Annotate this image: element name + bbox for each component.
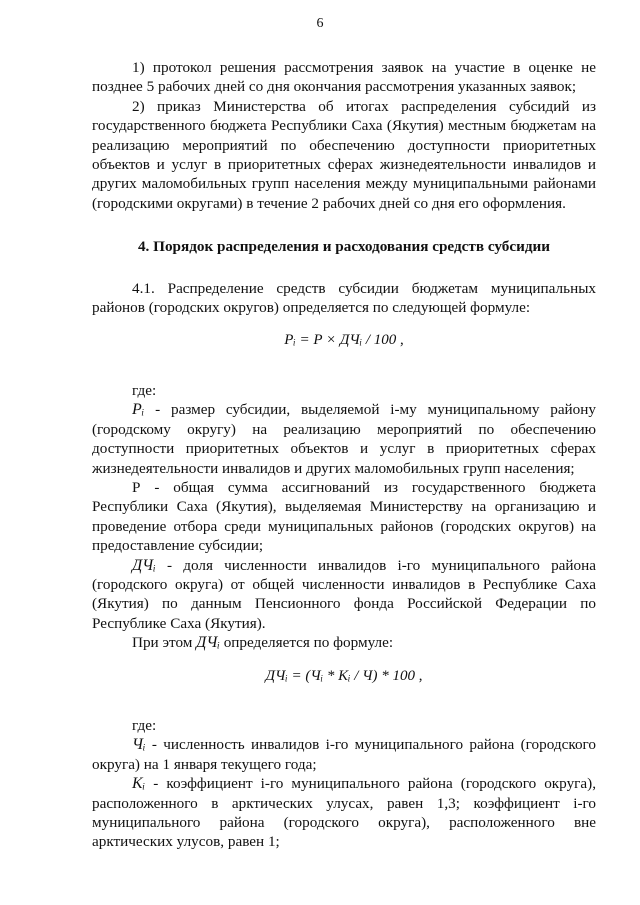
page-number: 6 bbox=[316, 16, 324, 31]
definition-pi-text: - размер субсидии, выделяемой i-му муниципальному району (городскому округу) на реализацию мероприятий по обеспечению доступности приоритетных объектов и услуг в приоритетных сферах жизнедеятельности инвалидов и других маломобильных групп населения; bbox=[92, 401, 596, 477]
pri-etom-before: При этом bbox=[132, 634, 197, 652]
pri-etom-after: определяется по формуле: bbox=[219, 634, 394, 652]
document-body bbox=[92, 58, 596, 852]
definition-chi-text: - численность инвалидов i-го муниципального района (городского округа) на 1 января текущего года; bbox=[92, 736, 596, 773]
symbol-pi: Pᵢ bbox=[132, 401, 145, 419]
formula-share-tail: , bbox=[418, 667, 423, 684]
symbol-ki: Kᵢ bbox=[132, 775, 146, 793]
section-title: 4. Порядок распределения и расходования средств субсидии bbox=[137, 238, 551, 256]
symbol-chi: Чᵢ bbox=[132, 736, 146, 754]
where-label-1: где: bbox=[132, 381, 157, 399]
section-intro: 4.1. Распределение средств субсидии бюджетам муниципальных районов (городских округов) определяется по следующей формуле: bbox=[92, 279, 596, 317]
formula-share-expression: ДЧᵢ = (Чᵢ * Kᵢ / Ч) * 100 bbox=[265, 667, 415, 684]
formula-subsidy bbox=[92, 331, 596, 350]
list-item-1: 1) протокол решения рассмотрения заявок на участие в оценке не позднее 5 рабочих дней со дня окончания рассмотрения указанных заявок; bbox=[92, 59, 596, 96]
definition-ki-text: - коэффициент i-го муниципального района (городского округа), расположенного в арктических улусах, равен 1,3; коэффициент i-го муниципального района (городского округа), расположенного вне арктических улусов, равен 1; bbox=[92, 775, 596, 851]
definition-dchi bbox=[92, 556, 596, 634]
symbol-dchi: ДЧᵢ bbox=[132, 556, 156, 574]
definition-pi bbox=[92, 400, 596, 478]
where-label-2: где: bbox=[132, 716, 157, 734]
definition-chi bbox=[92, 735, 596, 774]
pri-etom-line bbox=[92, 633, 596, 652]
list-item-2: 2) приказ Министерства об итогах распределения субсидий из государственного бюджета Республики Саха (Якутия) местным бюджетам на реализацию мероприятий по обеспечению доступности приоритетных объектов и услуг в приоритетных сферах жизнедеятельности инвалидов и других маломобильных групп населения между муниципальными районами (городскими округами) в течение 2 рабочих дней со дня его оформления. bbox=[92, 97, 596, 212]
definition-p: Р - общая сумма ассигнований из государственного бюджета Республики Саха (Якутия), выделяемая Министерству на организацию и проведение отбора среди муниципальных районов (городских округов) на предоставление субсидии; bbox=[92, 478, 596, 555]
formula-subsidy-tail: , bbox=[400, 332, 404, 349]
formula-share bbox=[92, 667, 596, 686]
definition-ki bbox=[92, 774, 596, 852]
symbol-dchi-inline: ДЧᵢ bbox=[196, 634, 220, 652]
formula-subsidy-expression: Pᵢ = P × ДЧᵢ / 100 bbox=[284, 332, 397, 349]
definition-dchi-text: - доля численности инвалидов i-го муниципального района (городского округа) от общей численности инвалидов в Республике Саха (Якутия) по данным Пенсионного фонда Российской Федерации по Республике Саха (Якутия). bbox=[92, 556, 596, 632]
